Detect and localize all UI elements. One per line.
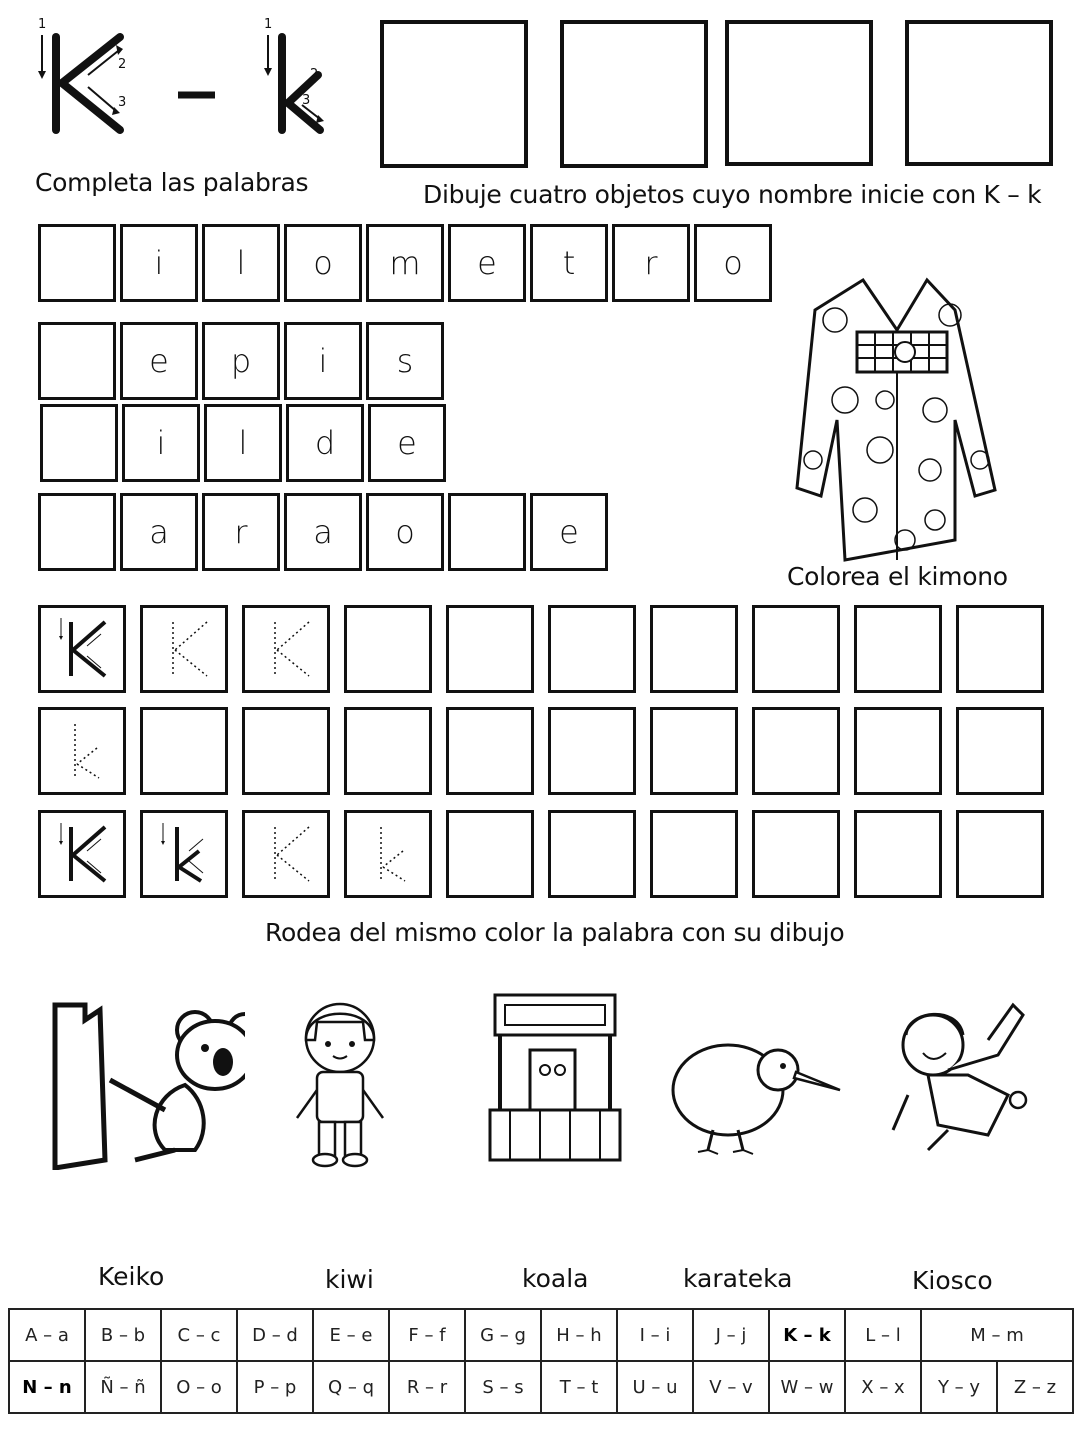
- practice-guide-cell[interactable]: [140, 810, 228, 898]
- alphabet-cell: N – n: [9, 1361, 85, 1413]
- practice-empty-cell[interactable]: [446, 605, 534, 693]
- alphabet-cell: Q – q: [313, 1361, 389, 1413]
- practice-guide-cell[interactable]: [38, 605, 126, 693]
- practice-empty-cell[interactable]: [650, 605, 738, 693]
- alphabet-cell: X – x: [845, 1361, 921, 1413]
- letter-cell: r: [612, 224, 690, 302]
- practice-empty-cell[interactable]: [854, 707, 942, 795]
- alphabet-cell: P – p: [237, 1361, 313, 1413]
- alphabet-cell: A – a: [9, 1309, 85, 1361]
- letter-cell: e: [120, 322, 198, 400]
- blank-letter-cell[interactable]: [38, 224, 116, 302]
- complete-words-label: Completa las palabras: [35, 168, 309, 197]
- letter-cell: s: [366, 322, 444, 400]
- letter-cell: o: [366, 493, 444, 571]
- alphabet-row-1: [9, 1309, 1073, 1361]
- practice-guide-cell[interactable]: [38, 810, 126, 898]
- drawing-box-4[interactable]: [905, 20, 1053, 166]
- practice-empty-cell[interactable]: [752, 605, 840, 693]
- practice-empty-cell[interactable]: [446, 707, 534, 795]
- letter-cell: m: [366, 224, 444, 302]
- letter-cell: i: [122, 404, 200, 482]
- blank-letter-cell[interactable]: [40, 404, 118, 482]
- practice-guide-cell[interactable]: [38, 707, 126, 795]
- letter-cell: r: [202, 493, 280, 571]
- color-kimono-label: Colorea el kimono: [787, 562, 1008, 591]
- practice-empty-cell[interactable]: [548, 707, 636, 795]
- letter-cell: e: [448, 224, 526, 302]
- drawing-box-1[interactable]: [380, 20, 528, 168]
- letter-cell: a: [284, 493, 362, 571]
- practice-guide-cell[interactable]: [140, 605, 228, 693]
- kimono-icon: [785, 270, 1015, 570]
- letter-cell: e: [530, 493, 608, 571]
- alphabet-cell: J – j: [693, 1309, 769, 1361]
- girl-picture[interactable]: [285, 1000, 395, 1170]
- practice-empty-cell[interactable]: [650, 707, 738, 795]
- letter-cell: l: [202, 224, 280, 302]
- letter-cell: o: [694, 224, 772, 302]
- header-letters: [30, 15, 360, 145]
- alphabet-cell: K – k: [769, 1309, 845, 1361]
- practice-empty-cell[interactable]: [956, 605, 1044, 693]
- stroke-number-1: 1: [38, 17, 47, 32]
- alphabet-cell: G – g: [465, 1309, 541, 1361]
- kiosk-picture[interactable]: [480, 990, 630, 1170]
- practice-guide-cell[interactable]: [344, 810, 432, 898]
- koala-icon: [45, 1000, 245, 1170]
- blank-letter-cell[interactable]: [38, 493, 116, 571]
- letter-cell: l: [204, 404, 282, 482]
- alphabet-cell: B – b: [85, 1309, 161, 1361]
- letter-cell: i: [284, 322, 362, 400]
- karate-kid-icon: [888, 995, 1038, 1155]
- letter-cell: o: [284, 224, 362, 302]
- alphabet-cell: E – e: [313, 1309, 389, 1361]
- practice-empty-cell[interactable]: [854, 605, 942, 693]
- letter-cell: a: [120, 493, 198, 571]
- koala-picture[interactable]: [45, 1000, 245, 1170]
- alphabet-cell: U – u: [617, 1361, 693, 1413]
- stroke-number-2: 2: [118, 57, 127, 72]
- letter-cell: e: [368, 404, 446, 482]
- alphabet-cell: O – o: [161, 1361, 237, 1413]
- alphabet-cell: Z – z: [997, 1361, 1073, 1413]
- practice-empty-cell[interactable]: [548, 605, 636, 693]
- practice-empty-cell[interactable]: [650, 810, 738, 898]
- drawing-box-2[interactable]: [560, 20, 708, 168]
- alphabet-cell: H – h: [541, 1309, 617, 1361]
- kiosk-icon: [480, 990, 630, 1170]
- alphabet-cell: C – c: [161, 1309, 237, 1361]
- drawing-box-3[interactable]: [725, 20, 873, 166]
- word-keiko[interactable]: Keiko: [98, 1262, 165, 1291]
- alphabet-cell: M – m: [921, 1309, 1073, 1361]
- alphabet-cell: I – i: [617, 1309, 693, 1361]
- practice-empty-cell[interactable]: [446, 810, 534, 898]
- kimono-picture: [785, 270, 1015, 570]
- circle-word-label: Rodea del mismo color la palabra con su dibujo: [265, 918, 845, 947]
- alphabet-cell: T – t: [541, 1361, 617, 1413]
- alphabet-cell: L – l: [845, 1309, 921, 1361]
- word-kiosco[interactable]: Kiosco: [912, 1266, 993, 1295]
- practice-empty-cell[interactable]: [956, 707, 1044, 795]
- word-kiwi[interactable]: kiwi: [325, 1265, 374, 1294]
- alphabet-cell: Ñ – ñ: [85, 1361, 161, 1413]
- practice-guide-cell[interactable]: [242, 810, 330, 898]
- practice-empty-cell[interactable]: [242, 707, 330, 795]
- kiwi-bird-icon: [668, 1030, 858, 1160]
- alphabet-cell: W – w: [769, 1361, 845, 1413]
- word-koala[interactable]: koala: [522, 1264, 589, 1293]
- practice-empty-cell[interactable]: [752, 707, 840, 795]
- alphabet-cell: D – d: [237, 1309, 313, 1361]
- alphabet-table: [8, 1308, 1074, 1414]
- letter-cell: p: [202, 322, 280, 400]
- practice-empty-cell[interactable]: [956, 810, 1044, 898]
- stroke-number-3: 3: [118, 95, 127, 110]
- alphabet-cell: F – f: [389, 1309, 465, 1361]
- stroke-number-3-lower: 3: [302, 93, 311, 108]
- alphabet-cell: Y – y: [921, 1361, 997, 1413]
- practice-empty-cell[interactable]: [548, 810, 636, 898]
- practice-guide-cell[interactable]: [242, 605, 330, 693]
- practice-empty-cell[interactable]: [140, 707, 228, 795]
- letter-cell: t: [530, 224, 608, 302]
- draw-objects-label: Dibuje cuatro objetos cuyo nombre inicie con K – k: [423, 180, 1042, 209]
- alphabet-row-2: [9, 1361, 1073, 1413]
- alphabet-cell: R – r: [389, 1361, 465, 1413]
- blank-letter-cell[interactable]: [448, 493, 526, 571]
- kiwi-picture[interactable]: [668, 1030, 858, 1160]
- practice-empty-cell[interactable]: [752, 810, 840, 898]
- practice-empty-cell[interactable]: [344, 605, 432, 693]
- alphabet-cell: S – s: [465, 1361, 541, 1413]
- karateka-picture[interactable]: [888, 995, 1038, 1155]
- stroke-number-2-lower: 2: [310, 67, 319, 82]
- alphabet-cell: V – v: [693, 1361, 769, 1413]
- blank-letter-cell[interactable]: [38, 322, 116, 400]
- letter-cell: d: [286, 404, 364, 482]
- letter-cell: i: [120, 224, 198, 302]
- practice-empty-cell[interactable]: [854, 810, 942, 898]
- word-karateka[interactable]: karateka: [683, 1264, 793, 1293]
- girl-icon: [285, 1000, 395, 1170]
- practice-empty-cell[interactable]: [344, 707, 432, 795]
- stroke-number-1-lower: 1: [264, 17, 273, 32]
